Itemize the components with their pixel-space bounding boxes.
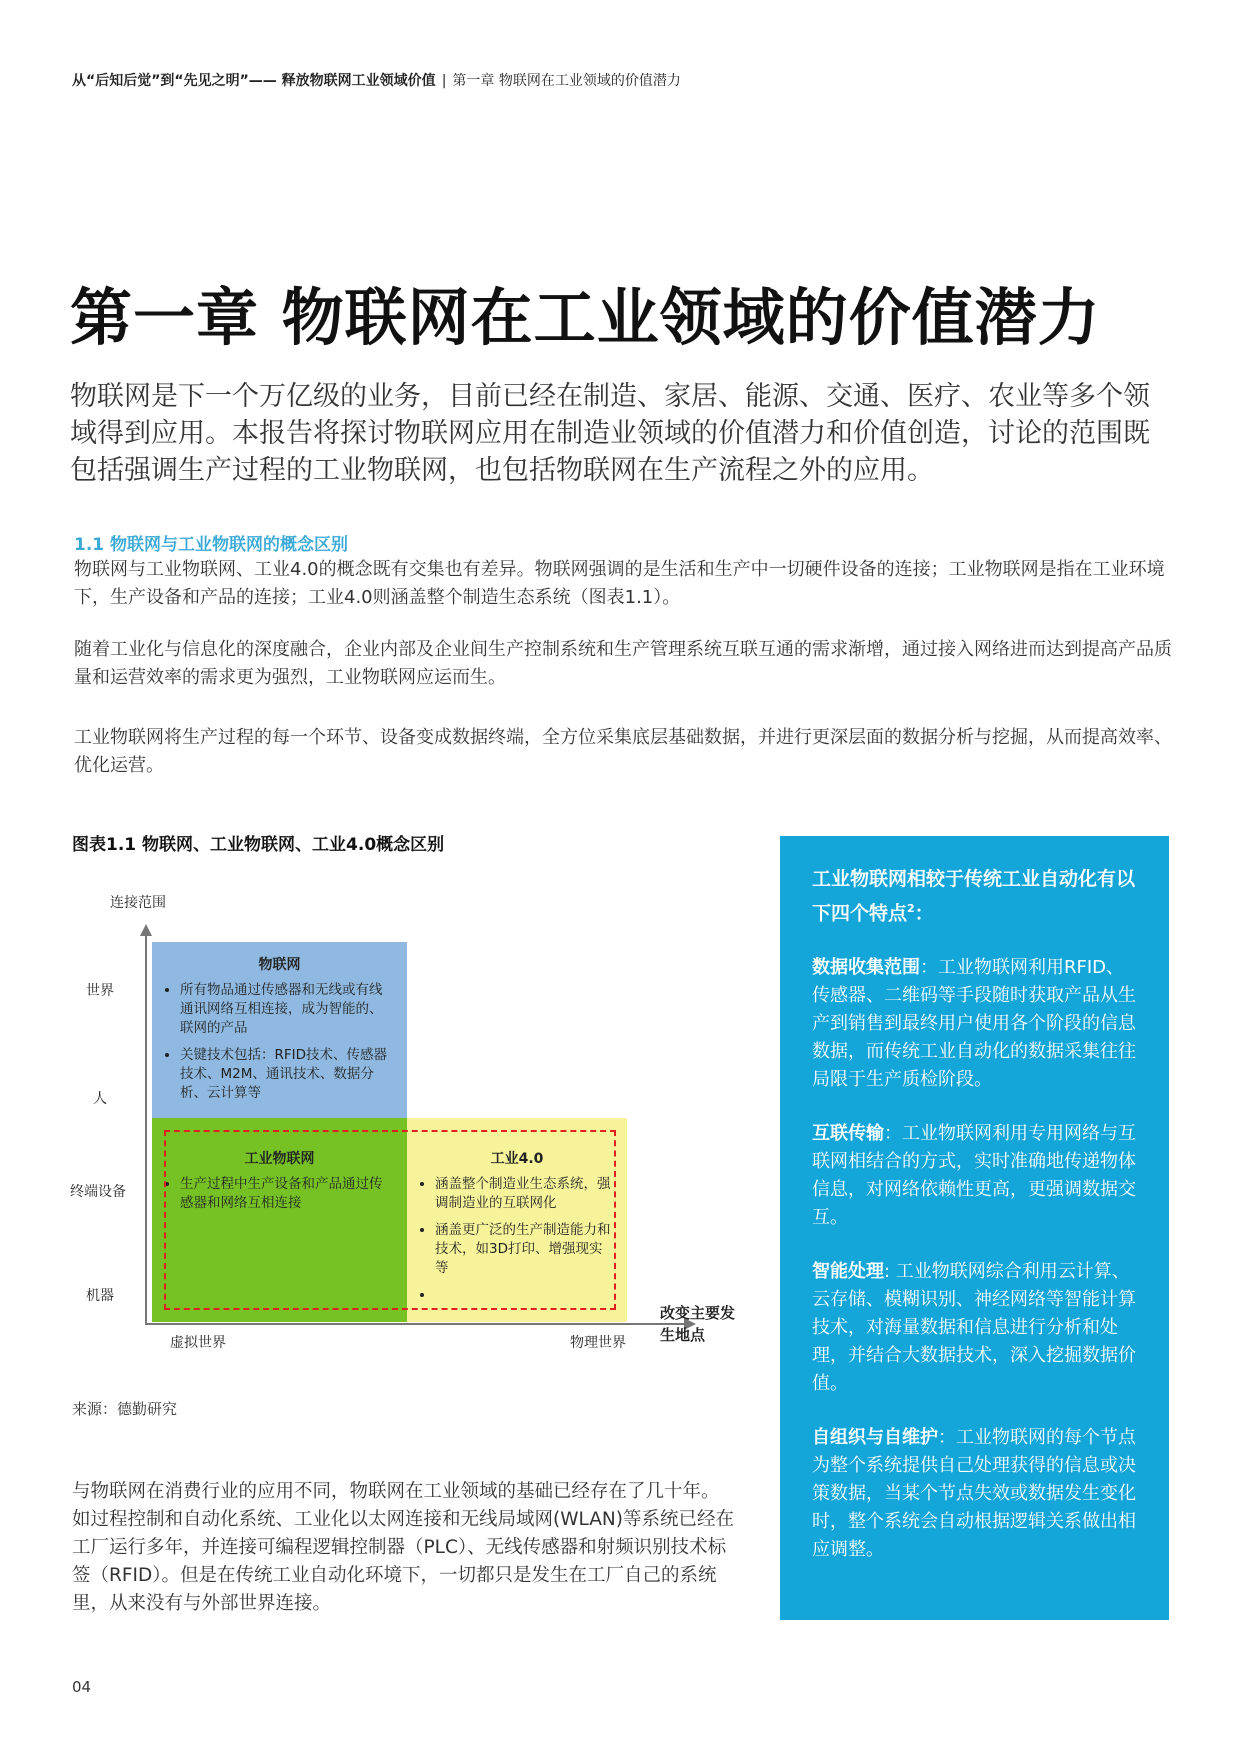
sidebar-item-separator: ： (920, 957, 938, 979)
x-axis-title: 改变主要发生地点 (660, 1304, 736, 1344)
body-paragraph-3: 工业物联网将生产过程的每一个环节、设备变成数据终端，全方位采集底层基础数据，并进行更深层面的数据分析与挖掘，从而提高效率、优化运营。 (74, 727, 1172, 776)
sidebar-item (812, 1258, 1139, 1398)
chapter-title: 第一章 物联网在工业领域的价值潜力 (70, 281, 1101, 354)
x-axis (145, 1323, 685, 1325)
sidebar-footnote-mark: 2 (907, 902, 915, 915)
sidebar-item-label: 数据收集范围 (812, 957, 920, 979)
y-level-people: 人 (93, 1091, 107, 1107)
iot-box-title: 物联网 (258, 957, 301, 973)
industry40-bullet: • 涵盖更广泛的生产制造能力和技术，如3D打印、增强现实等 (435, 1221, 615, 1278)
lead-paragraph: 物联网是下一个万亿级的业务，目前已经在制造、家居、能源、交通、医疗、农业等多个领域得到应用。本报告将探讨物联网应用在制造业领域的价值潜力和价值创造，讨论的范围既包括强调生产过程的工业物联网，也包括物联网在生产流程之外的应用。 (70, 381, 1150, 486)
industry40-box-title: 工业4.0 (490, 1151, 544, 1167)
sidebar-item-label: 互联传输 (812, 1123, 884, 1145)
body-paragraph-1: 物联网与工业物联网、工业4.0的概念既有交集也有差异。物联网强调的是生活和生产中一切硬件设备的连接；工业物联网是指在工业环境下，生产设备和产品的连接；工业4.0则涵盖整个制造生态系统（图表1.1）。 (74, 559, 1165, 608)
concept-diagram (60, 880, 760, 1360)
sidebar-item-separator: : (884, 1261, 896, 1283)
industry40-bullet: • 涵盖整个制造业生态系统，强调制造业的互联网化 (435, 1175, 615, 1213)
body-paragraph-2: 随着工业化与信息化的深度融合，企业内部及企业间生产控制系统和生产管理系统互联互通的需求渐增，通过接入网络进而达到提高产品质量和运营效率的需求更为强烈，工业物联网应运而生。 (74, 639, 1172, 688)
iot-bullet: • 关键技术包括：RFID技术、传感器技术、M2M、通讯技术、数据分析、云计算等 (180, 1046, 395, 1103)
sidebar-item (812, 954, 1139, 1094)
sidebar-item-text: 工业物联网综合利用云计算、云存储、模糊识别、神经网络等智能计算技术，对海量数据和信息进行分析和处理，并结合大数据技术，深入挖掘数据价值。 (812, 1261, 1136, 1395)
iot-box (152, 942, 407, 1118)
page-number: 04 (72, 1678, 92, 1696)
figure-title: 图表1.1 物联网、工业物联网、工业4.0概念区别 (72, 835, 445, 855)
features-sidebar (780, 836, 1169, 1620)
overlap-dashed-outline (164, 1130, 616, 1310)
iiot-bullet: • 生产过程中生产设备和产品通过传感器和网络互相连接 (180, 1175, 395, 1213)
sidebar-item-separator: ： (884, 1123, 902, 1145)
section-heading: 1.1 物联网与工业物联网的概念区别 (74, 535, 349, 555)
sidebar-item-label: 自组织与自维护 (812, 1427, 938, 1449)
sidebar-title (812, 864, 1139, 928)
y-axis (145, 935, 147, 1325)
running-header-separator: | (441, 73, 447, 89)
iot-bullet: • 所有物品通过传感器和无线或有线通讯网络互相连接，成为智能的、联网的产品 (180, 981, 395, 1038)
running-header-chapter: 第一章 物联网在工业领域的价值潜力 (452, 73, 681, 89)
y-axis-title: 连接范围 (110, 895, 166, 911)
y-level-machines: 机器 (86, 1288, 114, 1304)
sidebar-item (812, 1424, 1139, 1564)
sidebar-item-text: 工业物联网利用专用网络与互联网相结合的方式，实时准确地传递物体信息，对网络依赖性更高，更强调数据交互。 (812, 1123, 1136, 1229)
sidebar-item-label: 智能处理 (812, 1261, 884, 1283)
bottom-paragraph: 与物联网在消费行业的应用不同，物联网在工业领域的基础已经存在了几十年。如过程控制和自动化系统、工业化以太网连接和无线局域网(WLAN)等系统已经在工厂运行多年，并连接可编程逻辑控制器（PLC）、无线传感器和射频识别技术标签（RFID）。但是在传统工业自动化环境下，一切都只是发生在工厂自己的系统里，从来没有与外部世界连接。 (72, 1481, 734, 1614)
iiot-box-title: 工业物联网 (244, 1151, 315, 1167)
sidebar-item (812, 1120, 1139, 1232)
sidebar-title-colon: ： (914, 902, 934, 925)
sidebar-item-text: 工业物联网的每个节点为整个系统提供自己处理获得的信息或决策数据，当某个节点失效或数据发生变化时，整个系统会自动根据逻辑关系做出相应调整。 (812, 1427, 1136, 1561)
sidebar-title-text: 工业物联网相较于传统工业自动化有以下四个特点 (812, 868, 1136, 925)
running-header (72, 70, 681, 90)
running-header-title: 从“后知后觉”到“先见之明”—— 释放物联网工业领域价值 (72, 73, 436, 89)
x-label-physical: 物理世界 (570, 1335, 626, 1351)
sidebar-item-separator: ： (938, 1427, 956, 1449)
y-level-world: 世界 (86, 983, 114, 999)
sidebar-item-text: 工业物联网利用RFID、传感器、二维码等手段随时获取产品从生产到销售到最终用户使用各个阶段的信息数据，而传统工业自动化的数据采集往往局限于生产质检阶段。 (812, 957, 1136, 1091)
x-label-virtual: 虚拟世界 (170, 1335, 226, 1351)
figure-source: 来源：德勤研究 (72, 1400, 178, 1418)
y-level-devices: 终端设备 (70, 1184, 126, 1200)
